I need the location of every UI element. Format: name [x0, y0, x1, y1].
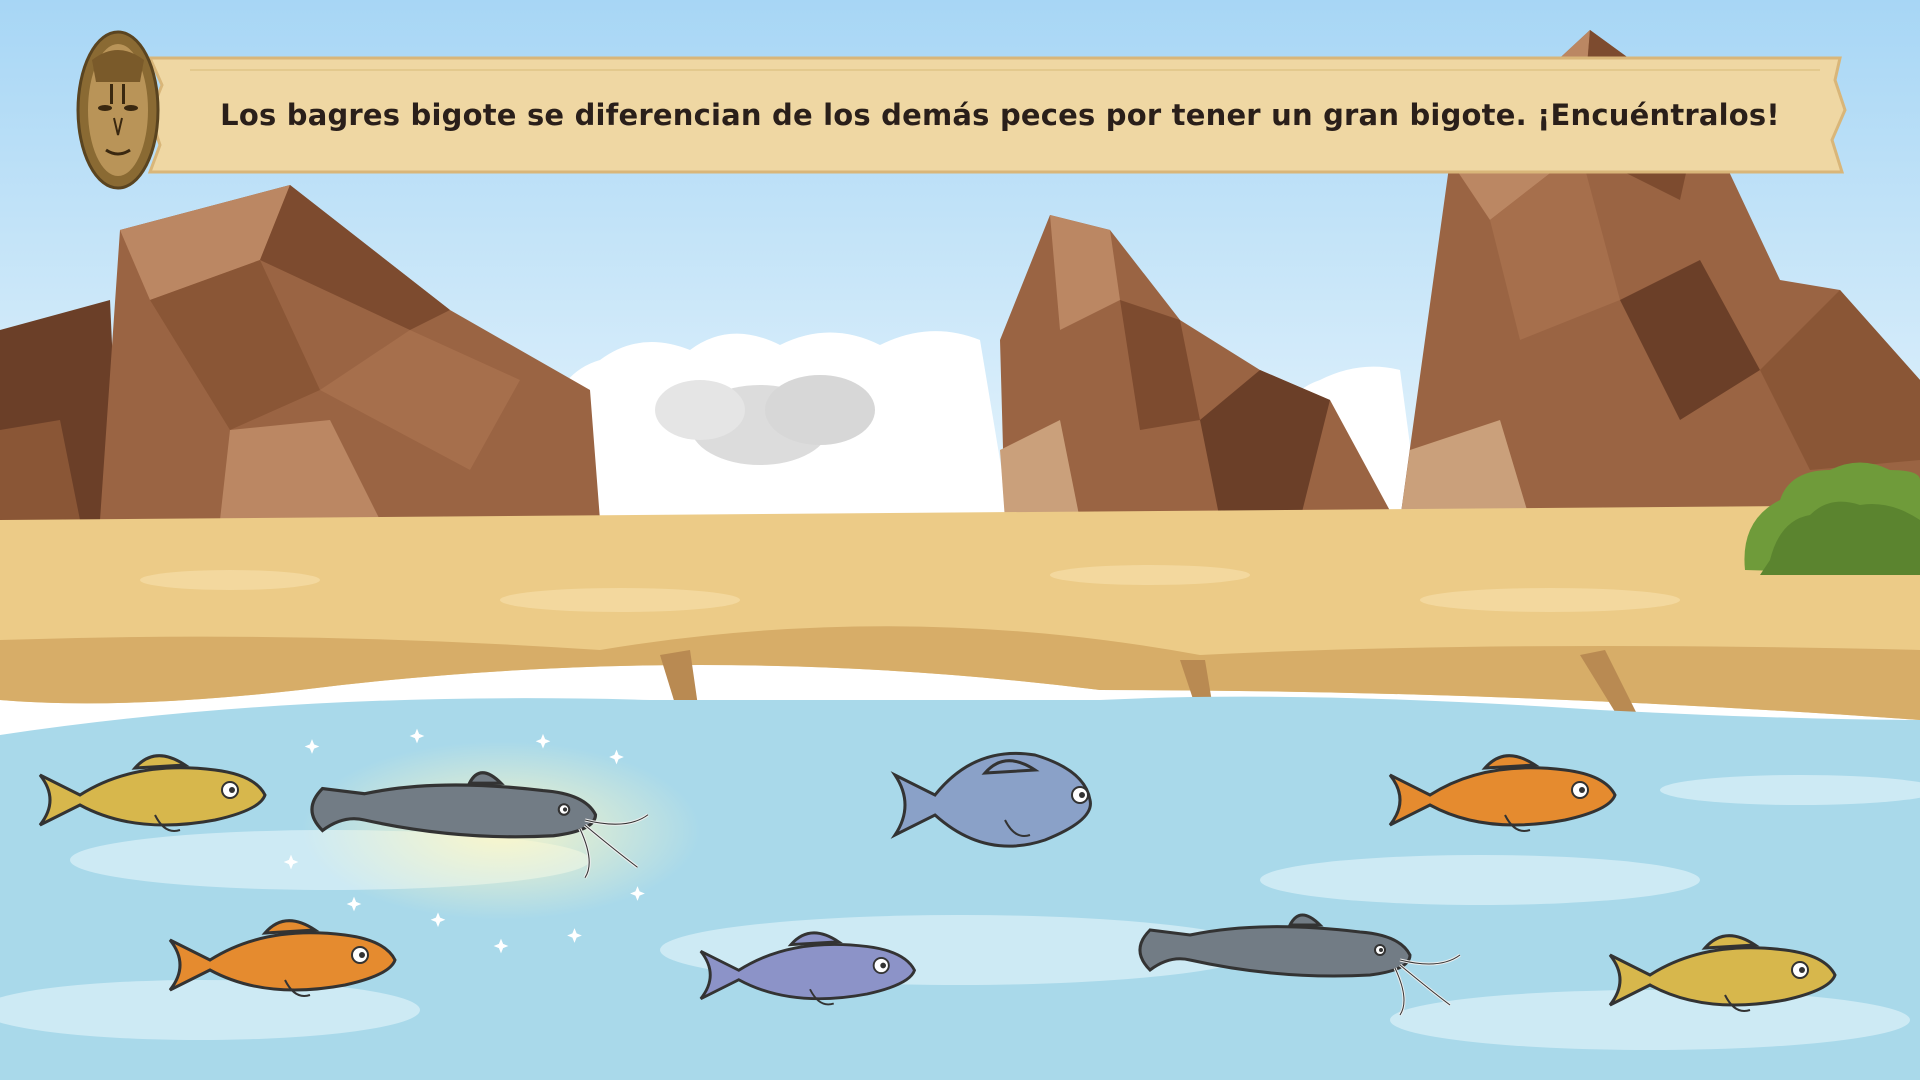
tribal-mask-icon	[78, 32, 158, 188]
sand-shore	[0, 505, 1920, 720]
river	[0, 697, 1920, 1080]
instruction-text: Los bagres bigote se diferencian de los demás peces por tener un gran bigote. ¡Encuéntralos!	[220, 98, 1780, 132]
